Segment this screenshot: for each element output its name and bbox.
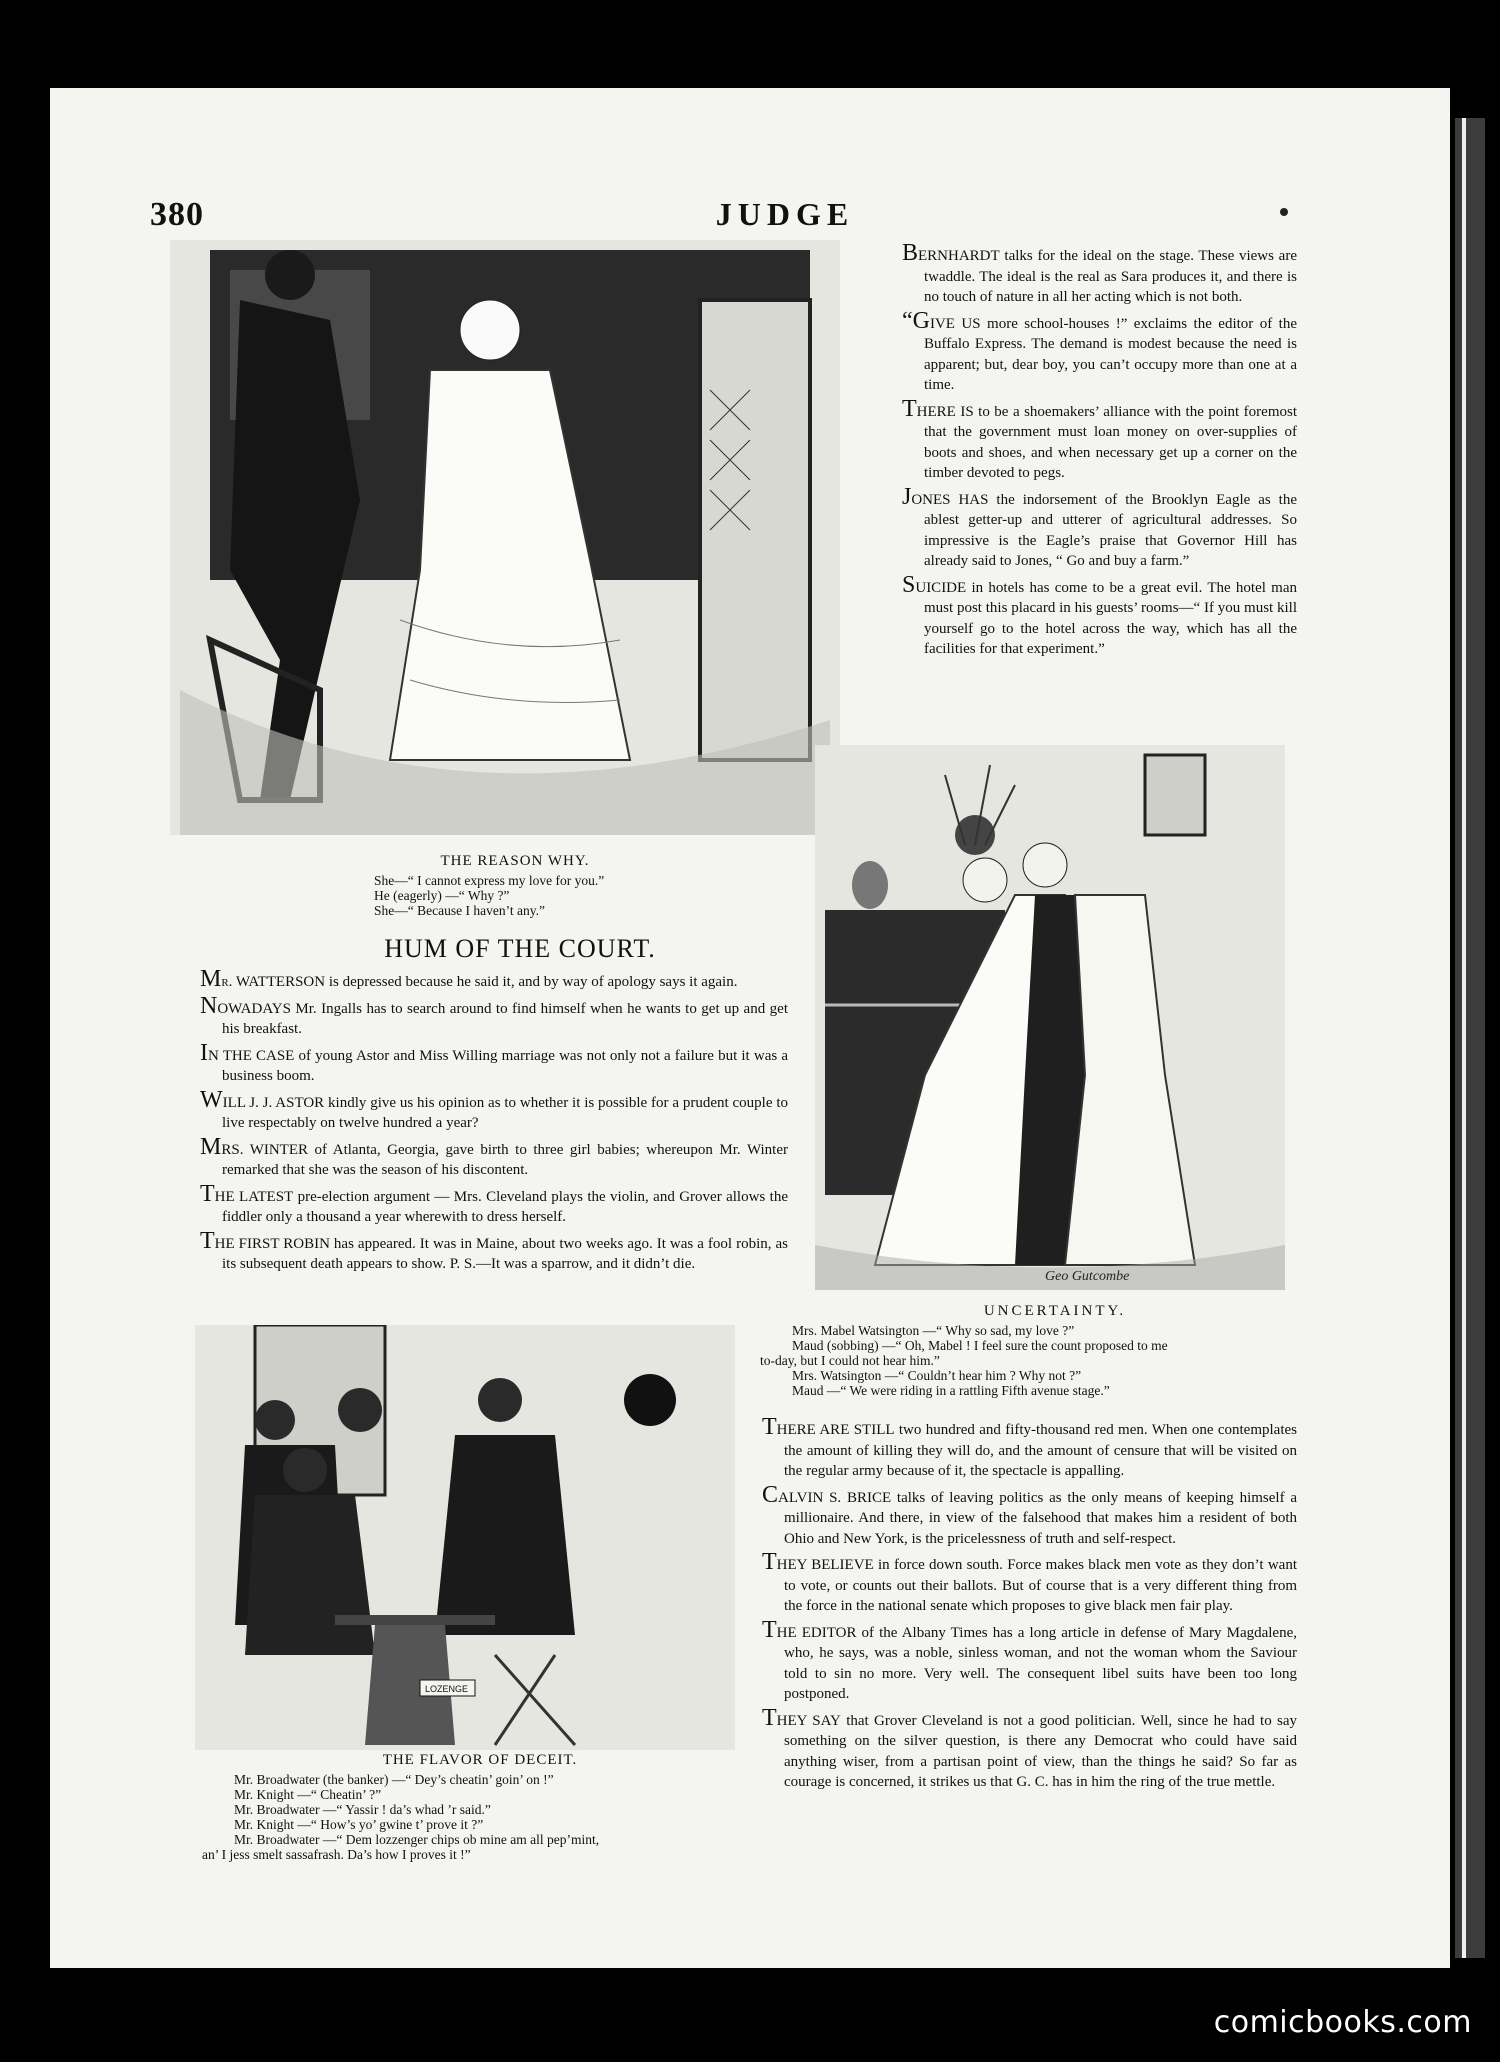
reason-why-dialog <box>374 873 674 918</box>
flavor-of-deceit-illustration <box>195 1325 735 1750</box>
next-page-edge <box>1455 118 1485 1958</box>
news-paragraph: THERE IS to be a shoemakers’ alliance with the point foremost that the government must loan money on over-supplies of boots and shoes, and when necessary get up a corner on the timber devoted to pegs. <box>902 395 1298 481</box>
dialog-line: Mr. Knight —“ Cheatin’ ?” <box>234 1787 382 1802</box>
right-column-bottom <box>762 1414 1298 1799</box>
dialog-line: Mr. Broadwater —“ Dem lozzenger chips ob mine am all pep’mint, <box>234 1832 600 1847</box>
news-paragraph: “GIVE US more school-houses !” exclaims the editor of the Buffalo Express. The demand is modest because the need is apparent; but, dear boy, you can’t occupy more than one at a time. <box>902 307 1297 393</box>
dialog-line: Mrs. Mabel Watsington —“ Why so sad, my love ?” <box>792 1323 1075 1338</box>
news-paragraph: SUICIDE in hotels has come to be a great evil. The hotel man must post this placard in his guests’ rooms—“ If you must kill yourself go to the hotel across the way, which has all the facilities for that experiment.” <box>902 571 1297 657</box>
dialog-line: Maud —“ We were riding in a rattling Fifth avenue stage.” <box>792 1383 1110 1398</box>
ornament-dot <box>1280 208 1288 216</box>
dialog-line: She—“ I cannot express my love for you.” <box>374 873 605 888</box>
flavor-of-deceit-dialog <box>202 1772 762 1862</box>
news-paragraph: THE EDITOR of the Albany Times has a long article in defense of Mary Magdalene, who, he says, was a noble, sinless woman, and not the woman whom the Saviour told to sin no more. Very well. The consequent libel suits have been too long postponed. <box>762 1616 1297 1702</box>
news-paragraph: BERNHARDT talks for the ideal on the stage. These views are twaddle. The ideal is the real as Sara produces it, and there is no touch of nature in all her acting which is not both. <box>902 240 1297 305</box>
dialog-line: Mr. Broadwater —“ Yassir ! da’s whad ’r said.” <box>234 1802 491 1817</box>
dialog-line: Maud (sobbing) —“ Oh, Mabel ! I feel sure the count proposed to me <box>792 1338 1168 1353</box>
dialog-line: She—“ Because I haven’t any.” <box>374 903 545 918</box>
reason-why-title: THE REASON WHY. <box>440 853 590 869</box>
uncertainty-illustration <box>815 745 1285 1290</box>
news-paragraph: THEY SAY that Grover Cleveland is not a good politician. Well, since he had to say something on the silver question, is there any Democrat who could have said anything wiser, from a partisan point of view, than the things he said? So far as courage is concerned, it strikes us that G. C. has in him the ring of the true mettle. <box>762 1704 1297 1790</box>
dialog-line: Mrs. Watsington —“ Couldn’t hear him ? Why not ?” <box>792 1368 1082 1383</box>
news-paragraph: THE LATEST pre-election argument — Mrs. Cleveland plays the violin, and Grover allows the fiddler only a thousand a year wherewith to dress herself. <box>200 1180 788 1225</box>
news-paragraph: MRS. WINTER of Atlanta, Georgia, gave birth to three girl babies; whereupon Mr. Winter remarked that she was the season of his discontent. <box>200 1133 788 1178</box>
dialog-line: an’ I jess smelt sassafrash. Da’s how I proves it !” <box>202 1847 471 1862</box>
news-paragraph: WILL J. J. ASTOR kindly give us his opinion as to whether it is possible for a prudent couple to live respectably on twelve hundred a year? <box>200 1086 789 1131</box>
news-paragraph: NOWADAYS Mr. Ingalls has to search around to find himself when he wants to get up and get his breakfast. <box>200 992 788 1037</box>
reason-why-illustration <box>170 240 840 835</box>
dialog-line: He (eagerly) —“ Why ?” <box>374 888 510 903</box>
news-paragraph: THERE ARE STILL two hundred and fifty-thousand red men. When one contemplates the amount of killing they will do, and the amount of censure that will be visited on the regular army because of it, the spectacle is appalling. <box>762 1414 1297 1479</box>
news-paragraph: IN THE CASE of young Astor and Miss Willing marriage was not only not a failure but it was a business boom. <box>200 1039 788 1084</box>
news-paragraph: THEY BELIEVE in force down south. Force makes black men vote as they don’t want to vote, or counts out their ballots. But of course that is a very different thing from the force in the national senate which proposes to give black men fair play. <box>762 1549 1297 1614</box>
right-column-top <box>902 240 1298 666</box>
next-page-edge-highlight <box>1462 118 1466 1958</box>
dialog-line: Mr. Knight —“ How’s yo’ gwine t’ prove it ?” <box>234 1817 484 1832</box>
dialog-line: Mr. Broadwater (the banker) —“ Dey’s cheatin’ goin’ on !” <box>234 1772 554 1787</box>
artist-signature: Geo Gutcombe <box>1045 1269 1130 1284</box>
news-paragraph: JONES HAS the indorsement of the Brooklyn Eagle as the ablest getter-up and utterer of agricultural addresses. So impressive is the Eagle’s praise that Governor Hill has already said to Jones, “ Go and buy a farm.” <box>902 483 1297 569</box>
page-number: 380 <box>150 196 204 233</box>
flavor-of-deceit-title: THE FLAVOR OF DECEIT. <box>382 1752 578 1768</box>
lozenge-sign-text: LOZENGE <box>425 1684 469 1694</box>
news-paragraph: Mr. WATTERSON is depressed because he said it, and by way of apology says it again. <box>200 966 738 992</box>
uncertainty-dialog <box>760 1323 1300 1398</box>
uncertainty-title: UNCERTAINTY. <box>983 1303 1127 1319</box>
news-paragraph: CALVIN S. BRICE talks of leaving politics as the only means of keeping himself a millionaire. And there, in view of the falsehood that makes him a resident of both Ohio and New York, is the pricelessness of truth and self-respect. <box>762 1481 1298 1547</box>
dialog-line: to-day, but I could not hear him.” <box>760 1353 940 1368</box>
hum-of-the-court-column <box>200 966 789 1281</box>
masthead-title: JUDGE <box>715 196 855 232</box>
site-watermark: comicbooks.com <box>1213 2005 1472 2040</box>
section-title: HUM OF THE COURT. <box>384 934 656 963</box>
news-paragraph: THE FIRST ROBIN has appeared. It was in Maine, about two weeks ago. It was a fool robin, as its subsequent death appears to show. P. S.—It was a sparrow, and it didn’t die. <box>200 1227 788 1272</box>
